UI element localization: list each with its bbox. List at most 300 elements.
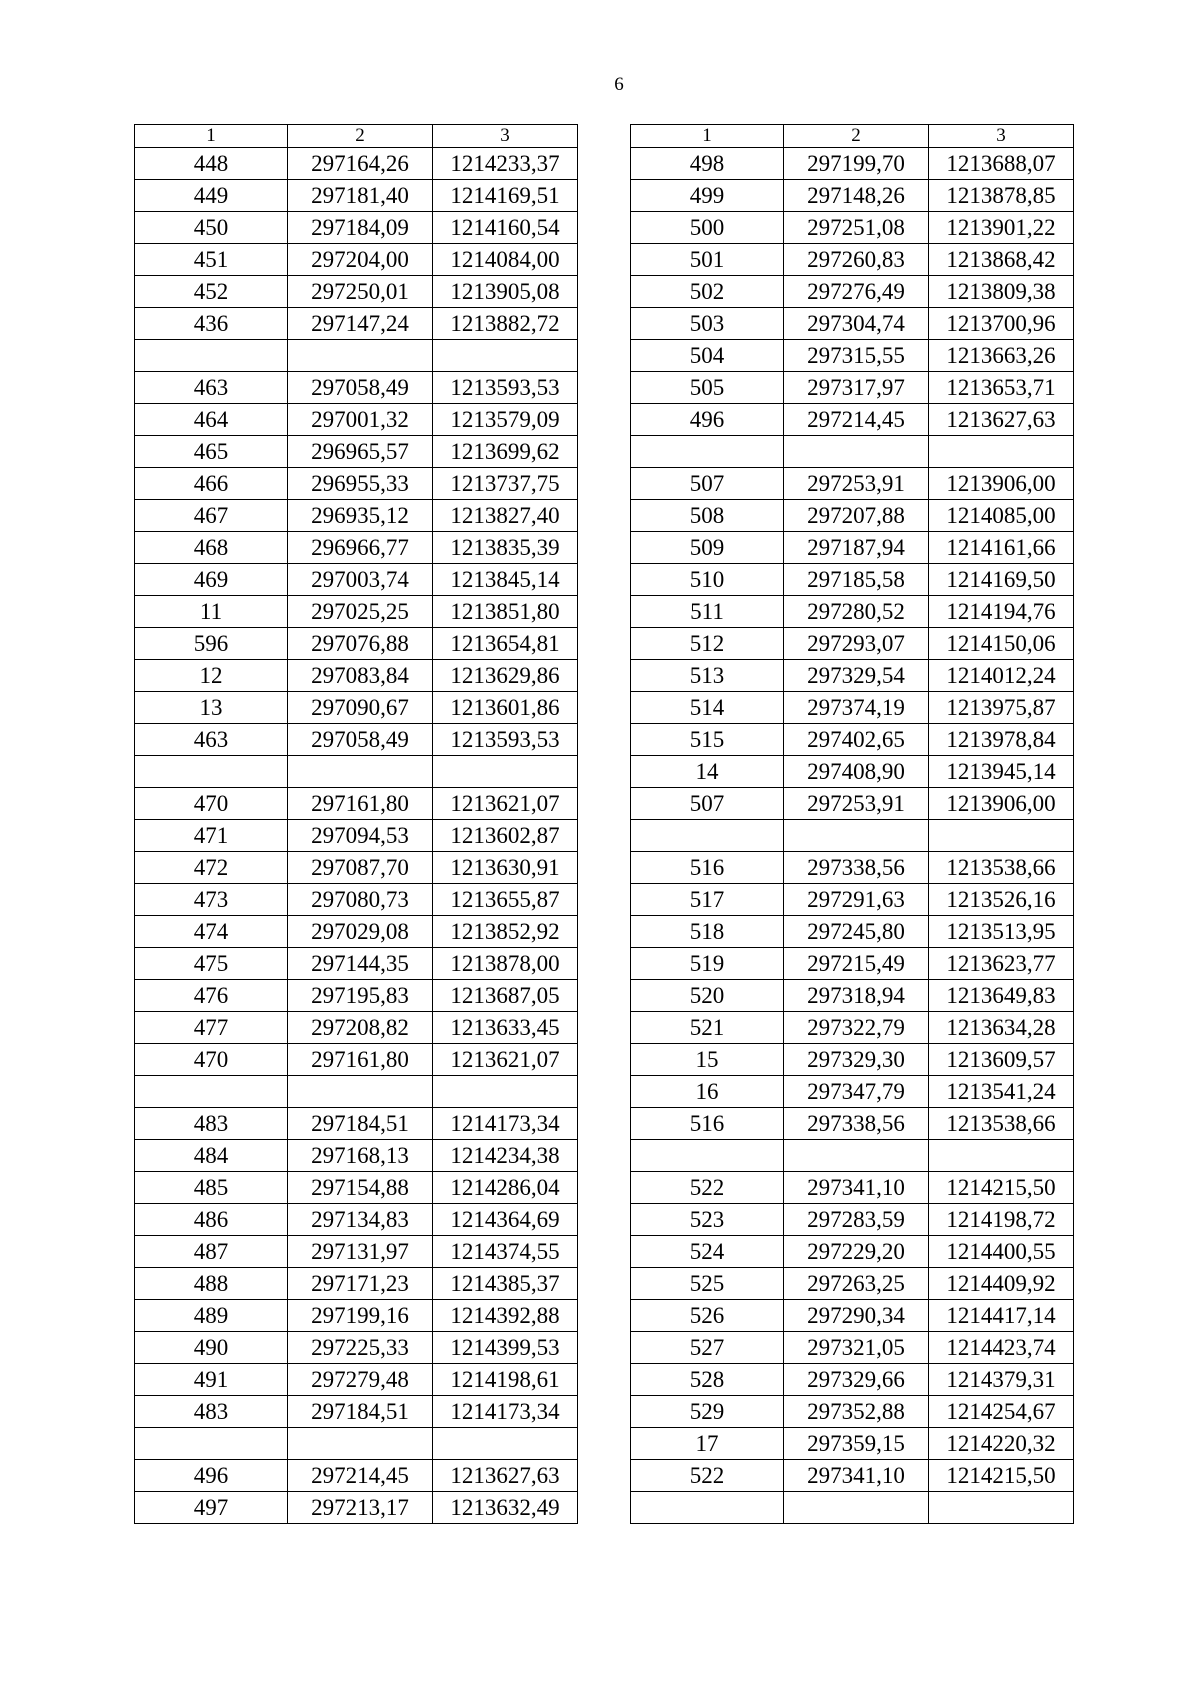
point-number-cell: 496 — [135, 1460, 288, 1492]
point-number-cell: 522 — [631, 1172, 784, 1204]
table-row — [631, 1076, 1074, 1108]
point-number-cell: 501 — [631, 244, 784, 276]
table-row — [631, 1236, 1074, 1268]
x-coordinate-cell: 297321,05 — [784, 1332, 929, 1364]
x-coordinate-cell: 297161,80 — [288, 1044, 433, 1076]
point-number-cell: 523 — [631, 1204, 784, 1236]
point-number-cell: 463 — [135, 724, 288, 756]
y-coordinate-cell: 1213593,53 — [433, 372, 578, 404]
y-coordinate-cell: 1213906,00 — [929, 788, 1074, 820]
point-number-cell: 519 — [631, 948, 784, 980]
table-row — [631, 500, 1074, 532]
point-number-cell: 502 — [631, 276, 784, 308]
table-row — [631, 1044, 1074, 1076]
x-coordinate-cell: 297083,84 — [288, 660, 433, 692]
table-row — [135, 308, 578, 340]
y-coordinate-cell — [433, 1076, 578, 1108]
y-coordinate-cell: 1214234,38 — [433, 1140, 578, 1172]
y-coordinate-cell: 1214012,24 — [929, 660, 1074, 692]
table-row — [631, 1108, 1074, 1140]
table-row — [631, 1140, 1074, 1172]
point-number-cell — [631, 436, 784, 468]
y-coordinate-cell: 1214374,55 — [433, 1236, 578, 1268]
point-number-cell: 514 — [631, 692, 784, 724]
x-coordinate-cell: 297318,94 — [784, 980, 929, 1012]
table-row — [631, 884, 1074, 916]
x-coordinate-cell: 297076,88 — [288, 628, 433, 660]
y-coordinate-cell: 1213633,45 — [433, 1012, 578, 1044]
point-number-cell: 512 — [631, 628, 784, 660]
table-row — [631, 340, 1074, 372]
y-coordinate-cell: 1213906,00 — [929, 468, 1074, 500]
x-coordinate-cell: 297263,25 — [784, 1268, 929, 1300]
point-number-cell — [135, 1076, 288, 1108]
x-coordinate-cell: 297001,32 — [288, 404, 433, 436]
point-number-cell: 507 — [631, 788, 784, 820]
point-number-cell: 477 — [135, 1012, 288, 1044]
y-coordinate-cell: 1213852,92 — [433, 916, 578, 948]
point-number-cell — [135, 340, 288, 372]
x-coordinate-cell: 297341,10 — [784, 1172, 929, 1204]
y-coordinate-cell — [433, 756, 578, 788]
point-number-cell: 487 — [135, 1236, 288, 1268]
y-coordinate-cell: 1214215,50 — [929, 1172, 1074, 1204]
point-number-cell — [631, 1140, 784, 1172]
table-row — [631, 1012, 1074, 1044]
table-row — [135, 372, 578, 404]
y-coordinate-cell: 1213809,38 — [929, 276, 1074, 308]
y-coordinate-cell: 1213526,16 — [929, 884, 1074, 916]
table-row — [135, 1044, 578, 1076]
point-number-cell: 526 — [631, 1300, 784, 1332]
x-coordinate-cell: 297185,58 — [784, 564, 929, 596]
y-coordinate-cell: 1213835,39 — [433, 532, 578, 564]
table-row — [135, 1460, 578, 1492]
y-coordinate-cell: 1213634,28 — [929, 1012, 1074, 1044]
x-coordinate-cell: 297214,45 — [288, 1460, 433, 1492]
table-row — [135, 628, 578, 660]
point-number-cell: 517 — [631, 884, 784, 916]
table-row — [135, 180, 578, 212]
table-row — [135, 756, 578, 788]
table-row — [135, 852, 578, 884]
point-number-cell: 14 — [631, 756, 784, 788]
table-row — [135, 1364, 578, 1396]
x-coordinate-cell: 297290,34 — [784, 1300, 929, 1332]
point-number-cell: 468 — [135, 532, 288, 564]
point-number-cell: 508 — [631, 500, 784, 532]
x-coordinate-cell — [784, 820, 929, 852]
point-number-cell: 470 — [135, 788, 288, 820]
y-coordinate-cell: 1213737,75 — [433, 468, 578, 500]
point-number-cell: 513 — [631, 660, 784, 692]
table-row — [631, 788, 1074, 820]
x-coordinate-cell: 297347,79 — [784, 1076, 929, 1108]
point-number-cell: 518 — [631, 916, 784, 948]
point-number-cell: 505 — [631, 372, 784, 404]
x-coordinate-cell: 297329,66 — [784, 1364, 929, 1396]
x-coordinate-cell: 297025,25 — [288, 596, 433, 628]
point-number-cell: 15 — [631, 1044, 784, 1076]
point-number-cell — [631, 1492, 784, 1524]
table-row — [135, 724, 578, 756]
y-coordinate-cell: 1213868,42 — [929, 244, 1074, 276]
table-row — [135, 1428, 578, 1460]
column-header: 1 — [135, 125, 288, 148]
x-coordinate-cell: 297329,54 — [784, 660, 929, 692]
point-number-cell: 525 — [631, 1268, 784, 1300]
point-number-cell: 509 — [631, 532, 784, 564]
x-coordinate-cell: 297293,07 — [784, 628, 929, 660]
point-number-cell: 451 — [135, 244, 288, 276]
point-number-cell: 436 — [135, 308, 288, 340]
table-row — [631, 468, 1074, 500]
y-coordinate-cell: 1213621,07 — [433, 1044, 578, 1076]
x-coordinate-cell — [784, 1492, 929, 1524]
point-number-cell: 13 — [135, 692, 288, 724]
x-coordinate-cell — [784, 1140, 929, 1172]
y-coordinate-cell: 1213827,40 — [433, 500, 578, 532]
x-coordinate-cell: 297253,91 — [784, 788, 929, 820]
x-coordinate-cell: 297058,49 — [288, 372, 433, 404]
point-number-cell: 516 — [631, 852, 784, 884]
x-coordinate-cell — [288, 756, 433, 788]
y-coordinate-cell: 1214392,88 — [433, 1300, 578, 1332]
x-coordinate-cell: 297184,51 — [288, 1396, 433, 1428]
y-coordinate-cell: 1214169,50 — [929, 564, 1074, 596]
x-coordinate-cell: 297090,67 — [288, 692, 433, 724]
point-number-cell — [631, 820, 784, 852]
x-coordinate-cell: 297251,08 — [784, 212, 929, 244]
y-coordinate-cell: 1214409,92 — [929, 1268, 1074, 1300]
point-number-cell: 510 — [631, 564, 784, 596]
table-row — [631, 372, 1074, 404]
point-number-cell: 470 — [135, 1044, 288, 1076]
table-row — [631, 1428, 1074, 1460]
table-row — [135, 564, 578, 596]
y-coordinate-cell: 1213632,49 — [433, 1492, 578, 1524]
y-coordinate-cell: 1213579,09 — [433, 404, 578, 436]
y-coordinate-cell: 1214220,32 — [929, 1428, 1074, 1460]
x-coordinate-cell: 297187,94 — [784, 532, 929, 564]
x-coordinate-cell: 297181,40 — [288, 180, 433, 212]
x-coordinate-cell: 297322,79 — [784, 1012, 929, 1044]
x-coordinate-cell: 297148,26 — [784, 180, 929, 212]
y-coordinate-cell: 1213593,53 — [433, 724, 578, 756]
y-coordinate-cell: 1213629,86 — [433, 660, 578, 692]
point-number-cell: 486 — [135, 1204, 288, 1236]
y-coordinate-cell — [433, 340, 578, 372]
point-number-cell: 475 — [135, 948, 288, 980]
x-coordinate-cell: 297329,30 — [784, 1044, 929, 1076]
x-coordinate-cell: 296965,57 — [288, 436, 433, 468]
table-row — [135, 468, 578, 500]
y-coordinate-cell — [929, 820, 1074, 852]
y-coordinate-cell: 1213538,66 — [929, 852, 1074, 884]
column-header: 3 — [929, 125, 1074, 148]
x-coordinate-cell: 297171,23 — [288, 1268, 433, 1300]
y-coordinate-cell: 1213609,57 — [929, 1044, 1074, 1076]
x-coordinate-cell: 297154,88 — [288, 1172, 433, 1204]
table-row — [135, 340, 578, 372]
table-row — [631, 276, 1074, 308]
y-coordinate-cell: 1213851,80 — [433, 596, 578, 628]
y-coordinate-cell: 1213627,63 — [433, 1460, 578, 1492]
y-coordinate-cell — [929, 1140, 1074, 1172]
table-row — [135, 1492, 578, 1524]
y-coordinate-cell: 1213878,00 — [433, 948, 578, 980]
point-number-cell: 471 — [135, 820, 288, 852]
table-row — [631, 596, 1074, 628]
column-header: 3 — [433, 125, 578, 148]
table-row — [631, 148, 1074, 180]
x-coordinate-cell: 297338,56 — [784, 852, 929, 884]
x-coordinate-cell — [784, 436, 929, 468]
y-coordinate-cell: 1214169,51 — [433, 180, 578, 212]
y-coordinate-cell: 1214173,34 — [433, 1108, 578, 1140]
y-coordinate-cell: 1214364,69 — [433, 1204, 578, 1236]
point-number-cell: 17 — [631, 1428, 784, 1460]
point-number-cell: 504 — [631, 340, 784, 372]
y-coordinate-cell: 1213630,91 — [433, 852, 578, 884]
x-coordinate-cell: 297164,26 — [288, 148, 433, 180]
point-number-cell — [135, 756, 288, 788]
table-header-row — [631, 125, 1074, 148]
x-coordinate-cell: 297229,20 — [784, 1236, 929, 1268]
point-number-cell: 490 — [135, 1332, 288, 1364]
table-row — [631, 1268, 1074, 1300]
x-coordinate-cell: 296955,33 — [288, 468, 433, 500]
point-number-cell: 500 — [631, 212, 784, 244]
column-header: 2 — [288, 125, 433, 148]
point-number-cell: 485 — [135, 1172, 288, 1204]
table-header-row — [135, 125, 578, 148]
y-coordinate-cell: 1214379,31 — [929, 1364, 1074, 1396]
y-coordinate-cell: 1214198,72 — [929, 1204, 1074, 1236]
table-row — [631, 564, 1074, 596]
x-coordinate-cell: 297144,35 — [288, 948, 433, 980]
table-row — [135, 1332, 578, 1364]
x-coordinate-cell: 297402,65 — [784, 724, 929, 756]
x-coordinate-cell: 297134,83 — [288, 1204, 433, 1236]
table-row — [135, 1204, 578, 1236]
point-number-cell: 528 — [631, 1364, 784, 1396]
point-number-cell: 524 — [631, 1236, 784, 1268]
point-number-cell: 521 — [631, 1012, 784, 1044]
table-row — [631, 628, 1074, 660]
table-row — [135, 1172, 578, 1204]
y-coordinate-cell: 1214254,67 — [929, 1396, 1074, 1428]
table-row — [631, 436, 1074, 468]
table-row — [135, 596, 578, 628]
table-row — [631, 756, 1074, 788]
x-coordinate-cell: 297338,56 — [784, 1108, 929, 1140]
point-number-cell: 466 — [135, 468, 288, 500]
table-row — [135, 1236, 578, 1268]
x-coordinate-cell — [288, 1076, 433, 1108]
point-number-cell: 496 — [631, 404, 784, 436]
coordinates-table-right — [630, 124, 1074, 1524]
x-coordinate-cell: 297283,59 — [784, 1204, 929, 1236]
table-row — [135, 884, 578, 916]
x-coordinate-cell: 297080,73 — [288, 884, 433, 916]
y-coordinate-cell: 1213663,26 — [929, 340, 1074, 372]
y-coordinate-cell: 1214085,00 — [929, 500, 1074, 532]
table-row — [135, 980, 578, 1012]
y-coordinate-cell: 1213878,85 — [929, 180, 1074, 212]
table-row — [631, 660, 1074, 692]
table-row — [135, 532, 578, 564]
x-coordinate-cell: 297408,90 — [784, 756, 929, 788]
page-number: 6 — [614, 74, 624, 95]
y-coordinate-cell: 1213699,62 — [433, 436, 578, 468]
table-row — [631, 308, 1074, 340]
x-coordinate-cell: 297147,24 — [288, 308, 433, 340]
x-coordinate-cell: 297058,49 — [288, 724, 433, 756]
y-coordinate-cell: 1213513,95 — [929, 916, 1074, 948]
point-number-cell: 472 — [135, 852, 288, 884]
y-coordinate-cell — [929, 1492, 1074, 1524]
y-coordinate-cell: 1214417,14 — [929, 1300, 1074, 1332]
y-coordinate-cell: 1214286,04 — [433, 1172, 578, 1204]
point-number-cell: 507 — [631, 468, 784, 500]
point-number-cell — [135, 1428, 288, 1460]
column-header: 2 — [784, 125, 929, 148]
table-row — [135, 276, 578, 308]
coordinates-table-left — [134, 124, 578, 1524]
table-row — [135, 1012, 578, 1044]
x-coordinate-cell: 297003,74 — [288, 564, 433, 596]
table-row — [135, 436, 578, 468]
y-coordinate-cell: 1213649,83 — [929, 980, 1074, 1012]
y-coordinate-cell: 1214150,06 — [929, 628, 1074, 660]
x-coordinate-cell: 297131,97 — [288, 1236, 433, 1268]
point-number-cell: 484 — [135, 1140, 288, 1172]
point-number-cell: 527 — [631, 1332, 784, 1364]
y-coordinate-cell: 1214385,37 — [433, 1268, 578, 1300]
point-number-cell: 491 — [135, 1364, 288, 1396]
x-coordinate-cell — [288, 1428, 433, 1460]
point-number-cell: 489 — [135, 1300, 288, 1332]
x-coordinate-cell: 296966,77 — [288, 532, 433, 564]
point-number-cell: 529 — [631, 1396, 784, 1428]
point-number-cell: 488 — [135, 1268, 288, 1300]
x-coordinate-cell: 297087,70 — [288, 852, 433, 884]
y-coordinate-cell: 1213882,72 — [433, 308, 578, 340]
table-row — [631, 1492, 1074, 1524]
x-coordinate-cell: 297208,82 — [288, 1012, 433, 1044]
table-row — [631, 852, 1074, 884]
x-coordinate-cell: 297280,52 — [784, 596, 929, 628]
table-row — [135, 404, 578, 436]
x-coordinate-cell: 297245,80 — [784, 916, 929, 948]
y-coordinate-cell: 1213541,24 — [929, 1076, 1074, 1108]
point-number-cell: 511 — [631, 596, 784, 628]
point-number-cell: 483 — [135, 1108, 288, 1140]
table-row — [631, 1396, 1074, 1428]
table-row — [631, 1300, 1074, 1332]
point-number-cell: 498 — [631, 148, 784, 180]
table-row — [135, 244, 578, 276]
y-coordinate-cell: 1213627,63 — [929, 404, 1074, 436]
x-coordinate-cell: 297250,01 — [288, 276, 433, 308]
table-row — [631, 244, 1074, 276]
x-coordinate-cell: 297213,17 — [288, 1492, 433, 1524]
point-number-cell: 11 — [135, 596, 288, 628]
y-coordinate-cell: 1214194,76 — [929, 596, 1074, 628]
x-coordinate-cell: 297317,97 — [784, 372, 929, 404]
y-coordinate-cell: 1214084,00 — [433, 244, 578, 276]
point-number-cell: 483 — [135, 1396, 288, 1428]
y-coordinate-cell: 1213655,87 — [433, 884, 578, 916]
table-row — [631, 820, 1074, 852]
point-number-cell: 520 — [631, 980, 784, 1012]
point-number-cell: 12 — [135, 660, 288, 692]
x-coordinate-cell: 297184,09 — [288, 212, 433, 244]
table-row — [631, 916, 1074, 948]
table-row — [135, 948, 578, 980]
x-coordinate-cell: 297214,45 — [784, 404, 929, 436]
y-coordinate-cell: 1213901,22 — [929, 212, 1074, 244]
x-coordinate-cell: 297225,33 — [288, 1332, 433, 1364]
x-coordinate-cell: 297195,83 — [288, 980, 433, 1012]
point-number-cell: 473 — [135, 884, 288, 916]
table-row — [135, 1268, 578, 1300]
x-coordinate-cell: 297161,80 — [288, 788, 433, 820]
x-coordinate-cell: 297315,55 — [784, 340, 929, 372]
x-coordinate-cell: 296935,12 — [288, 500, 433, 532]
point-number-cell: 596 — [135, 628, 288, 660]
x-coordinate-cell: 297207,88 — [784, 500, 929, 532]
point-number-cell: 469 — [135, 564, 288, 596]
table-row — [135, 500, 578, 532]
table-row — [631, 404, 1074, 436]
y-coordinate-cell: 1213623,77 — [929, 948, 1074, 980]
x-coordinate-cell: 297199,70 — [784, 148, 929, 180]
x-coordinate-cell: 297279,48 — [288, 1364, 433, 1396]
point-number-cell: 452 — [135, 276, 288, 308]
table-row — [135, 212, 578, 244]
y-coordinate-cell: 1214399,53 — [433, 1332, 578, 1364]
table-row — [135, 916, 578, 948]
y-coordinate-cell: 1213653,71 — [929, 372, 1074, 404]
y-coordinate-cell: 1214198,61 — [433, 1364, 578, 1396]
table-row — [135, 1076, 578, 1108]
table-row — [135, 1140, 578, 1172]
table-row — [631, 212, 1074, 244]
y-coordinate-cell: 1214423,74 — [929, 1332, 1074, 1364]
x-coordinate-cell: 297253,91 — [784, 468, 929, 500]
point-number-cell: 503 — [631, 308, 784, 340]
x-coordinate-cell: 297094,53 — [288, 820, 433, 852]
point-number-cell: 465 — [135, 436, 288, 468]
y-coordinate-cell: 1213601,86 — [433, 692, 578, 724]
y-coordinate-cell: 1213654,81 — [433, 628, 578, 660]
table-row — [631, 1364, 1074, 1396]
point-number-cell: 516 — [631, 1108, 784, 1140]
table-row — [135, 148, 578, 180]
y-coordinate-cell: 1213700,96 — [929, 308, 1074, 340]
table-row — [631, 980, 1074, 1012]
point-number-cell: 463 — [135, 372, 288, 404]
x-coordinate-cell: 297260,83 — [784, 244, 929, 276]
y-coordinate-cell: 1213978,84 — [929, 724, 1074, 756]
table-row — [631, 1172, 1074, 1204]
point-number-cell: 497 — [135, 1492, 288, 1524]
point-number-cell: 16 — [631, 1076, 784, 1108]
point-number-cell: 476 — [135, 980, 288, 1012]
point-number-cell: 449 — [135, 180, 288, 212]
